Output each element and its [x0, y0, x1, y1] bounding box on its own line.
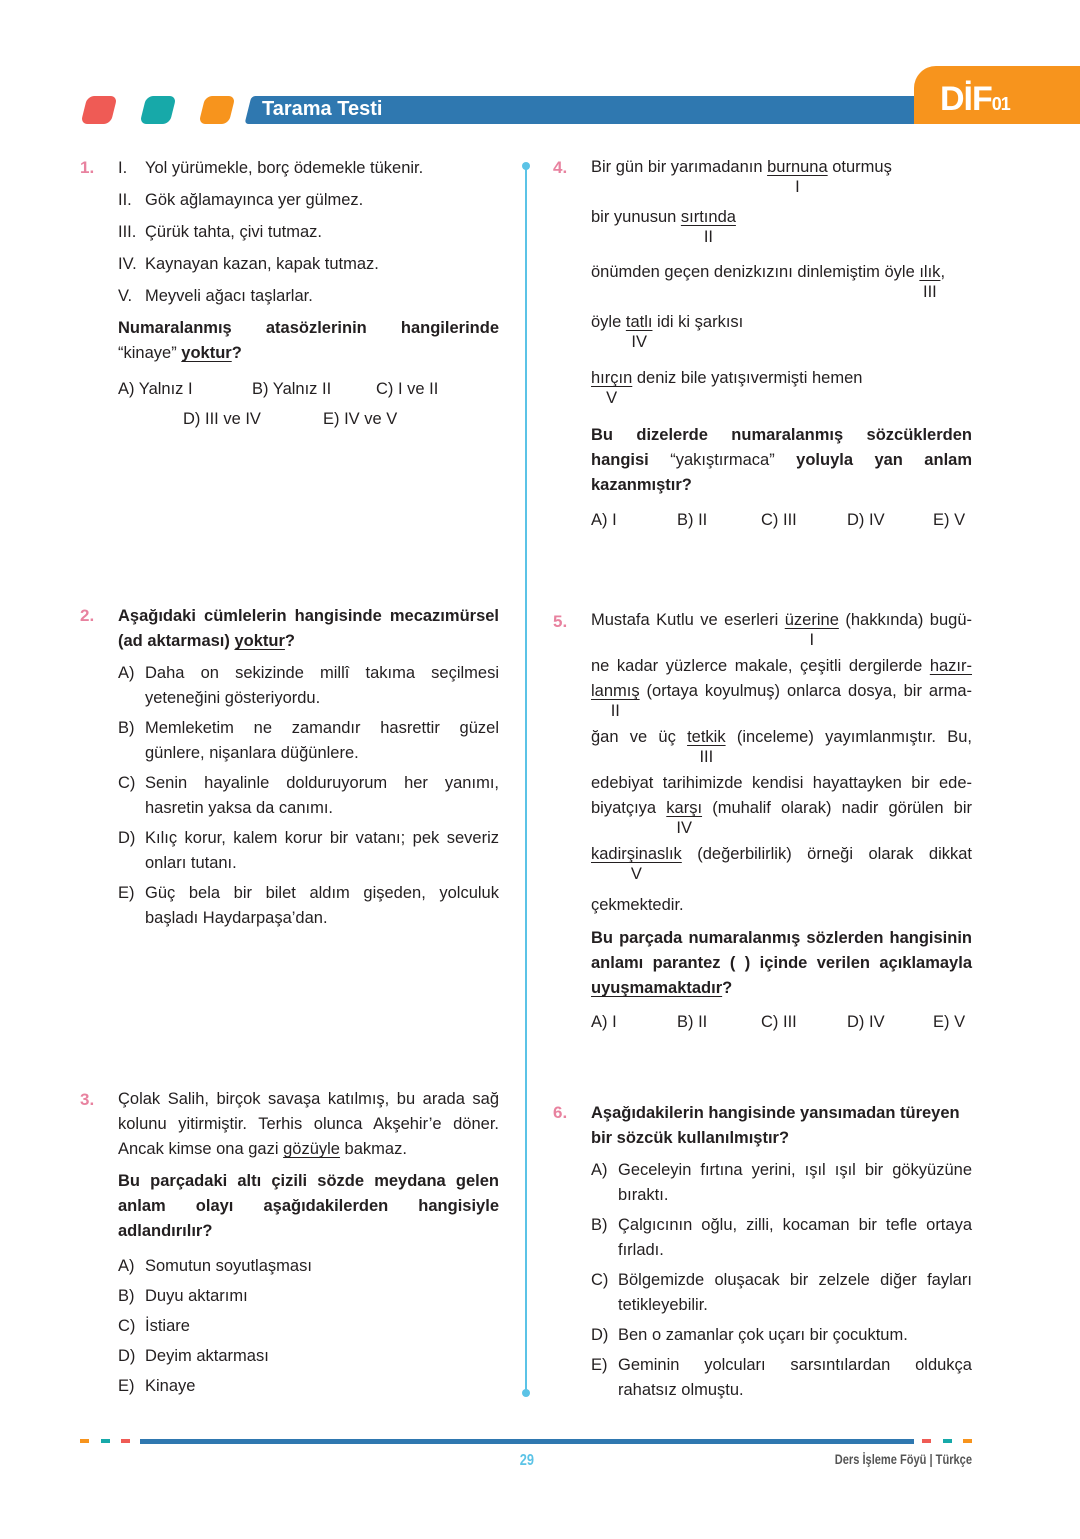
text-segment — [591, 158, 767, 176]
segment-text: öyle — [591, 313, 626, 331]
item-text: Meyveli ağacı taşlarlar. — [145, 287, 313, 305]
underlined-word — [591, 682, 640, 720]
segment-text: , — [940, 263, 946, 281]
answer-option[interactable] — [118, 826, 499, 876]
roman-numeral: IV — [631, 333, 647, 351]
segment-text: bir yunusun — [591, 208, 681, 226]
verse-line — [591, 158, 972, 196]
item-text: Geminin yolcuları sarsıntılardan oldukça rahatsız olmuştu. — [618, 1356, 972, 1399]
item-text: Yol yürümekle, borç ödemekle tükenir. — [145, 159, 424, 177]
text-segment — [591, 313, 626, 331]
answer-option[interactable]: E) V — [933, 511, 966, 529]
answer-option[interactable] — [591, 1213, 972, 1263]
roman-numeral: III — [923, 283, 937, 301]
text-segment — [726, 728, 972, 746]
answer-option[interactable] — [118, 1344, 499, 1369]
roman-numeral: V — [630, 865, 642, 883]
segment-text: oturmuş — [827, 158, 892, 176]
proverb-item — [118, 156, 499, 181]
orange-tab-decoration — [199, 96, 236, 124]
item-text: Senin hayalinle dolduruyorum her yanımı, hasretin yaksa da canımı. — [145, 774, 499, 817]
option-c[interactable]: C) I ve II — [376, 380, 439, 398]
verse-line — [591, 313, 972, 351]
text-segment — [828, 158, 892, 176]
footer-dot — [80, 1439, 89, 1443]
text-segment — [591, 611, 785, 629]
item-key: D) — [118, 1347, 136, 1365]
option-e[interactable]: E) IV ve V — [323, 410, 398, 428]
book-title: Ders İşleme Föyü | Türkçe — [834, 1452, 972, 1467]
segment-text: burnuna — [767, 158, 828, 176]
answer-option[interactable]: A) I — [591, 1013, 617, 1031]
item-text: Daha on sekizinde millî takıma seçilmesi yeteneğini gösteriyordu. — [145, 664, 499, 707]
text-segment — [591, 799, 666, 817]
segment-text: ğan ve üç — [591, 728, 688, 746]
underlined-word — [625, 313, 653, 351]
verse-line — [591, 845, 972, 883]
roman-numeral: II — [703, 228, 713, 246]
answer-option[interactable]: C) III — [761, 1013, 797, 1031]
item-text: Güç bela bir bilet aldım gişeden, yolculuk başladı Haydarpaşa’dan. — [145, 884, 499, 927]
segment-text: Mustafa Kutlu ve eserleri — [591, 611, 785, 629]
question-number: 2. — [80, 606, 95, 625]
footer-dot — [943, 1439, 952, 1443]
answer-option[interactable] — [118, 771, 499, 821]
text-segment — [839, 611, 972, 629]
segment-text: önümden geçen denizkızını dinlemiştim öyle — [591, 263, 920, 281]
option-b[interactable]: B) Yalnız II — [252, 380, 332, 398]
text-segment — [640, 682, 972, 700]
dif-number: 01 — [991, 94, 1010, 114]
answer-option[interactable] — [118, 1374, 499, 1399]
answer-option[interactable] — [591, 1158, 972, 1208]
verse-line — [591, 657, 972, 676]
roman-numeral: III — [699, 748, 714, 766]
segment-text: edebiyat tarihimizde kendisi hayattayken bir ede- — [591, 774, 972, 792]
segment-text: ılık — [919, 263, 941, 281]
verse-line — [591, 799, 972, 837]
verse-line — [591, 896, 972, 915]
segment-text: hazır- — [929, 657, 972, 675]
verse-line — [591, 369, 972, 407]
answer-option[interactable] — [591, 1323, 972, 1348]
text-segment — [652, 313, 743, 331]
item-key: B) — [118, 1287, 135, 1305]
item-text: Deyim aktarması — [145, 1347, 269, 1365]
item-key: E) — [118, 884, 135, 902]
roman-numeral: II — [610, 702, 620, 720]
footer-dot — [922, 1439, 931, 1443]
question-stem: Aşağıdaki cümlelerin hangisinde mecazımürsel (ad aktarması) yoktur? — [118, 607, 499, 650]
answer-option[interactable] — [118, 661, 499, 711]
footer-dot — [963, 1439, 972, 1443]
answer-option[interactable]: D) IV — [847, 1013, 885, 1031]
verse-line — [591, 728, 973, 766]
segment-text: sırtında — [680, 208, 736, 226]
question-stem: Aşağıdakilerin hangisinde yansımadan türeyen bir sözcük kullanılmıştır? — [591, 1104, 960, 1147]
answer-option[interactable] — [591, 1353, 972, 1403]
segment-text: (hakkında) bugü- — [838, 611, 972, 629]
text-segment — [591, 263, 919, 281]
answer-option[interactable]: E) V — [933, 1013, 966, 1031]
column-divider — [525, 166, 527, 1392]
verse-line — [591, 682, 972, 720]
text-segment — [682, 845, 972, 863]
text-segment — [591, 774, 972, 792]
answer-option[interactable] — [591, 1268, 972, 1318]
question-number: 6. — [553, 1103, 568, 1122]
option-a[interactable]: A) Yalnız I — [118, 380, 193, 398]
dif-label: DİF — [940, 80, 992, 118]
segment-text: Bir gün bir yarımadanın — [591, 158, 768, 176]
item-key: III. — [118, 223, 137, 241]
proverb-item — [118, 284, 499, 309]
proverb-item — [118, 188, 499, 213]
question-number: 1. — [80, 158, 95, 177]
question-3 — [118, 1087, 499, 1404]
segment-text: tatlı — [625, 313, 653, 331]
footer-dot — [101, 1439, 110, 1443]
divider-dot — [522, 1389, 530, 1397]
question-6 — [591, 1101, 972, 1408]
segment-text: (değerbilirlik) örneği olarak dikkat — [681, 845, 972, 863]
item-key: B) — [591, 1216, 608, 1234]
page-number: 29 — [519, 1452, 535, 1469]
answer-option[interactable] — [118, 881, 499, 931]
divider-dot — [522, 162, 530, 170]
proverb-item — [118, 220, 499, 245]
answer-option[interactable]: C) III — [761, 511, 797, 529]
verse-line — [591, 611, 972, 649]
page-title: Tarama Testi — [262, 98, 383, 120]
item-key: A) — [118, 664, 135, 682]
text-segment — [940, 263, 945, 281]
segment-text: (muhalif olarak) nadir görülen bir — [702, 799, 972, 817]
item-text: İstiare — [145, 1317, 190, 1335]
segment-text: deniz bile yatışıvermişti hemen — [632, 369, 863, 387]
item-key: I. — [118, 159, 128, 177]
item-text: Duyu aktarımı — [145, 1287, 248, 1305]
underlined-word — [666, 799, 703, 837]
item-text: Kılıç korur, kalem korur bir vatanı; pek severiz onları tutanı. — [145, 829, 499, 872]
text-segment — [591, 208, 681, 226]
text-segment — [702, 799, 972, 817]
passage: Çolak Salih, birçok savaşa katılmış, bu arada sağ kolunu yitirmiştir. Terhis olunca Akşehir’e döner. Ancak kimse ona gazi gözüyle bakmaz. — [118, 1090, 499, 1158]
answer-option[interactable] — [118, 1284, 499, 1309]
item-key: II. — [118, 191, 132, 209]
item-text: Kinaye — [145, 1377, 196, 1395]
footer-dot — [121, 1439, 130, 1443]
answer-option[interactable]: D) IV — [847, 511, 885, 529]
roman-numeral: V — [606, 389, 618, 407]
underlined-word — [767, 158, 828, 196]
roman-numeral: I — [809, 631, 815, 649]
question-2 — [118, 604, 499, 936]
item-key: C) — [118, 1317, 136, 1335]
answer-option[interactable]: B) II — [677, 511, 708, 529]
roman-numeral: I — [795, 178, 800, 196]
text-segment — [632, 369, 862, 387]
underlined-word — [930, 657, 972, 675]
segment-text: tetkik — [687, 728, 726, 746]
item-text: Kaynayan kazan, kapak tutmaz. — [145, 255, 379, 273]
segment-text: idi ki şarkısı — [652, 313, 744, 331]
segment-text: kadirşinaslık — [591, 845, 682, 863]
footer-bar — [140, 1439, 914, 1444]
question-number: 4. — [553, 158, 568, 177]
underlined-word — [784, 611, 839, 649]
segment-text: ne kadar yüzlerce makale, çeşitli dergilerde — [591, 657, 930, 675]
proverb-item — [118, 252, 499, 277]
answer-option[interactable] — [118, 1314, 499, 1339]
text-segment — [591, 896, 684, 914]
item-text: Memleketim ne zamandır hasrettir güzel günlere, nişanlara düğünlere. — [145, 719, 499, 762]
verse-line — [591, 208, 972, 246]
item-text: Çalgıcının oğlu, zilli, kocaman bir tefle ortaya fırladı. — [618, 1216, 972, 1259]
question-number: 5. — [553, 612, 568, 631]
segment-text: hırçın — [591, 369, 633, 387]
segment-text: lanmış — [591, 682, 640, 700]
item-key: C) — [591, 1271, 609, 1289]
item-key: D) — [591, 1326, 609, 1344]
question-stem: Bu parçadaki altı çizili sözde meydana gelen anlam olayı aşağıdakilerden hangisiyle adlandırılır? — [118, 1172, 499, 1240]
segment-text: (inceleme) yayımlanmıştır. Bu, — [725, 728, 973, 746]
item-text: Geceleyin fırtına yerini, ışıl ışıl bir gökyüzüne bıraktı. — [618, 1161, 972, 1204]
item-text: Çürük tahta, çivi tutmaz. — [145, 223, 322, 241]
segment-text: çekmektedir. — [591, 896, 684, 914]
question-stem: Bu parçada numaralanmış sözlerden hangisinin anlamı parantez ( ) içinde verilen açıklamayla uyuşmamaktadır? — [591, 929, 972, 997]
item-key: A) — [591, 1161, 608, 1179]
item-key: E) — [591, 1356, 608, 1374]
roman-numeral: IV — [676, 819, 692, 837]
item-key: D) — [118, 829, 136, 847]
segment-text: karşı — [666, 799, 703, 817]
item-text: Somutun soyutlaşması — [145, 1257, 312, 1275]
item-key: A) — [118, 1257, 135, 1275]
underlined-word — [687, 728, 726, 766]
question-1 — [118, 156, 499, 366]
answer-option[interactable]: A) I — [591, 511, 617, 529]
question-stem: Numaralanmış atasözlerinin hangilerinde “kinaye” yoktur? — [118, 319, 499, 362]
teal-tab-decoration — [140, 96, 177, 124]
segment-text: üzerine — [784, 611, 839, 629]
segment-text: biyatçıya — [591, 799, 667, 817]
item-key: C) — [118, 774, 136, 792]
underlined-word — [591, 845, 682, 883]
text-segment — [591, 657, 930, 675]
answer-option[interactable] — [118, 1254, 499, 1279]
question-stem: Bu dizelerde numaralanmış sözcüklerden hangisi “yakıştırmaca” yoluyla yan anlam kazanmıştır? — [591, 426, 972, 494]
item-key: V. — [118, 287, 133, 305]
answer-option[interactable]: B) II — [677, 1013, 708, 1031]
option-d[interactable]: D) III ve IV — [183, 410, 261, 428]
segment-text: (ortaya koyulmuş) onlarca dosya, bir arma- — [639, 682, 972, 700]
item-text: Gök ağlamayınca yer gülmez. — [145, 191, 364, 209]
underlined-word — [680, 208, 736, 246]
red-tab-decoration — [81, 96, 118, 124]
item-key: B) — [118, 719, 135, 737]
text-segment — [591, 728, 687, 746]
underlined-word — [591, 369, 633, 407]
underlined-word — [919, 263, 941, 301]
item-key: E) — [118, 1377, 135, 1395]
verse-line — [591, 774, 972, 793]
answer-option[interactable] — [118, 716, 499, 766]
dif-logo — [940, 80, 1010, 119]
item-text: Bölgemizde oluşacak bir zelzele diğer fayları tetikleyebilir. — [618, 1271, 972, 1314]
item-text: Ben o zamanlar çok uçarı bir çocuktum. — [618, 1326, 908, 1344]
verse-line — [591, 263, 972, 301]
question-number: 3. — [80, 1090, 95, 1109]
item-key: IV. — [118, 255, 137, 273]
